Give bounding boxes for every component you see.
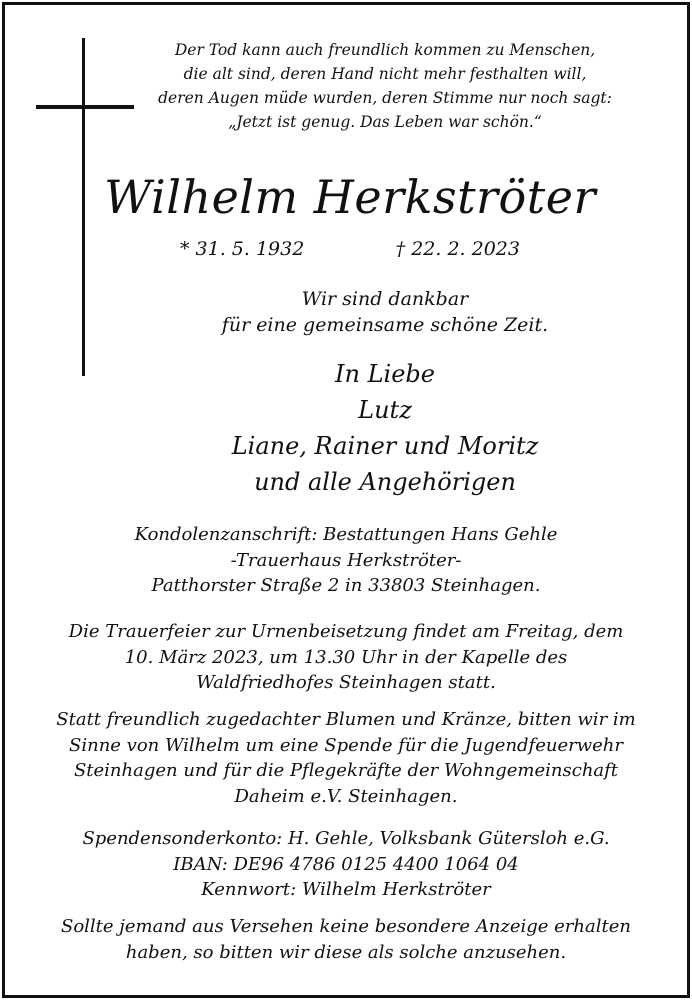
poem-line: die alt sind, deren Hand nicht mehr festhalten will, [183, 65, 587, 83]
account-iban: IBAN: DE96 4786 0125 4400 1064 04 [173, 853, 519, 875]
death-date: † 22. 2. 2023 [395, 238, 520, 260]
funeral-notice [0, 619, 692, 696]
funeral-line: 10. März 2023, um 13.30 Uhr in der Kapelle des [124, 646, 568, 668]
closing-line: Sollte jemand aus Versehen keine besondere Anzeige erhalten [61, 916, 631, 937]
poem-line: Der Tod kann auch freundlich kommen zu Menschen, [174, 41, 596, 59]
family-line: In Liebe [335, 360, 435, 388]
family-line: und alle Angehörigen [254, 468, 516, 496]
poem [100, 38, 670, 134]
condolence-line: -Trauerhaus Herkströter- [230, 549, 462, 571]
funeral-line: Waldfriedhofes Steinhagen statt. [196, 672, 496, 693]
thanks-line: für eine gemeinsame schöne Zeit. [221, 314, 549, 336]
life-dates [180, 236, 520, 262]
poem-line: deren Augen müde wurden, deren Stimme nur noch sagt: [158, 89, 612, 107]
donation-line: Daheim e.V. Steinhagen. [234, 785, 458, 807]
account-keyword: Kennwort: Wilhelm Herkströter [201, 879, 491, 900]
donation-line: Steinhagen und für die Pflegekräfte der Wohngemeinschaft [73, 760, 619, 781]
thanks-line: Wir sind dankbar [301, 288, 469, 310]
family-signature [100, 356, 670, 500]
donation-line: Statt freundlich zugedachter Blumen und Kränze, bitten wir im [56, 709, 636, 730]
family-line: Liane, Rainer und Moritz [231, 432, 539, 460]
condolence-line: Patthorster Straße 2 in 33803 Steinhagen. [151, 575, 541, 596]
condolence-address [0, 522, 692, 599]
closing-note [0, 914, 692, 965]
donation-request [0, 707, 692, 809]
closing-line: haben, so bitten wir diese als solche anzusehen. [125, 941, 567, 963]
donation-line: Sinne von Wilhelm um eine Spende für die Jugendfeuerwehr [69, 734, 623, 756]
funeral-line: Die Trauerfeier zur Urnenbeisetzung findet am Freitag, dem [68, 621, 624, 642]
family-line: Lutz [358, 396, 412, 424]
thanks-text [100, 286, 670, 338]
deceased-name: Wilhelm Herkströter [104, 170, 596, 224]
poem-line: „Jetzt ist genug. Das Leben war schön.“ [228, 113, 542, 131]
condolence-line: Kondolenzanschrift: Bestattungen Hans Gehle [134, 524, 558, 545]
donation-account [0, 826, 692, 903]
account-line: Spendensonderkonto: H. Gehle, Volksbank Gütersloh e.G. [82, 828, 610, 849]
birth-date: * 31. 5. 1932 [180, 238, 305, 260]
